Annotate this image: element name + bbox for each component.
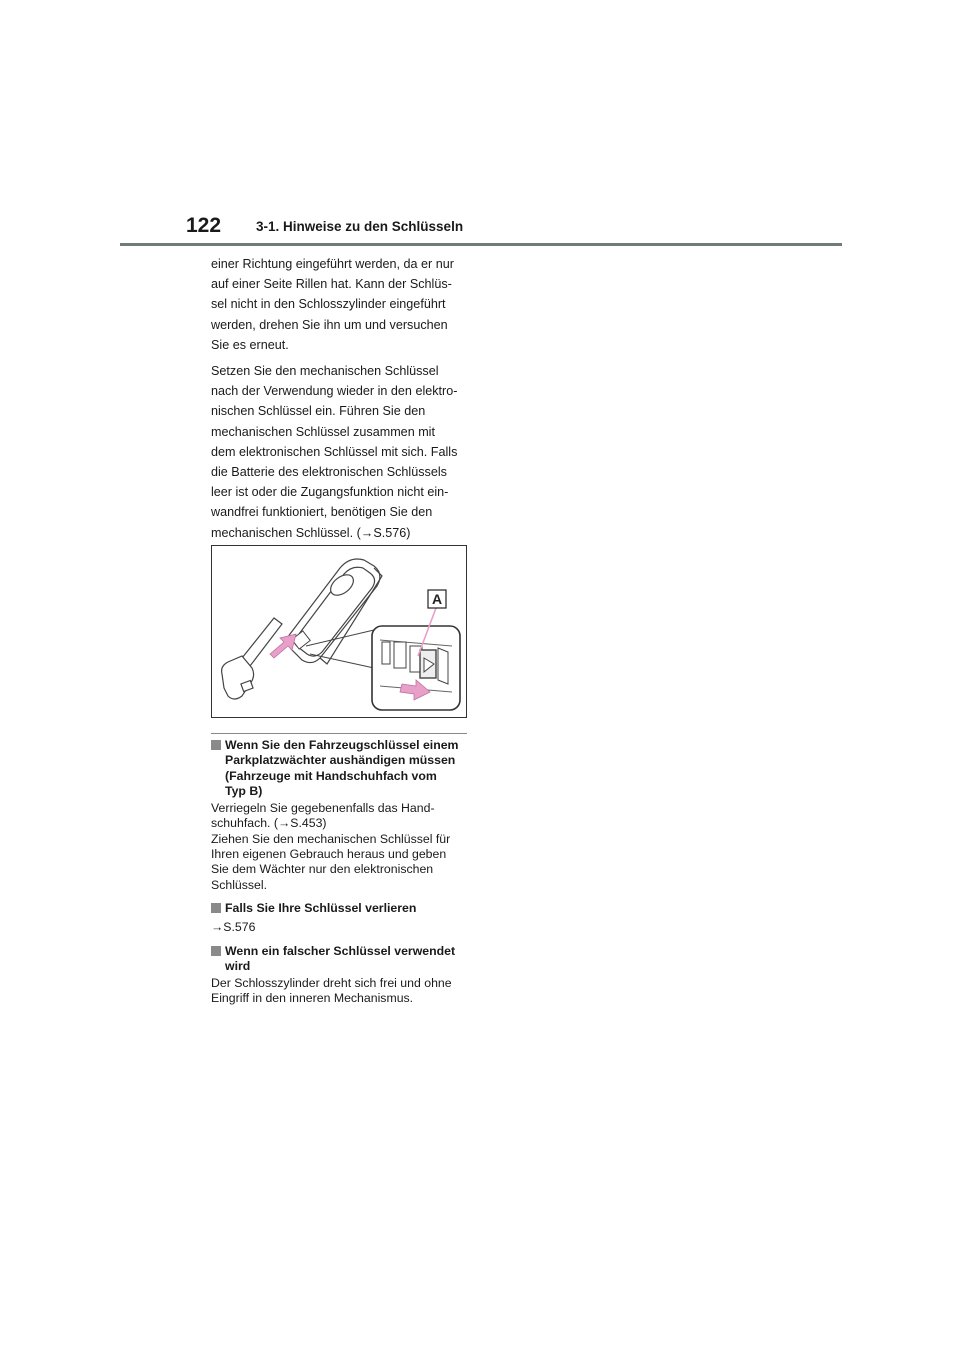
text-line: sel nicht in den Schlosszylinder eingeführt bbox=[211, 297, 446, 312]
text-line: wird bbox=[225, 958, 251, 973]
note-heading-text bbox=[225, 738, 458, 799]
text-line: Wenn ein falscher Schlüssel verwendet bbox=[225, 943, 456, 958]
note-body bbox=[211, 801, 469, 893]
square-bullet-icon bbox=[211, 740, 221, 750]
section-divider bbox=[211, 733, 467, 734]
paragraph-1 bbox=[211, 254, 469, 355]
text-line: Schlüssel. bbox=[211, 877, 268, 892]
note-body bbox=[211, 920, 469, 935]
paragraph-2 bbox=[211, 361, 469, 543]
pull-arrow-icon bbox=[270, 634, 296, 658]
text-line: Setzen Sie den mechanischen Schlüssel bbox=[211, 364, 439, 379]
page-number: 122 bbox=[186, 214, 222, 237]
text-line: Ihren eigenen Gebrauch heraus und geben bbox=[211, 847, 447, 862]
callout-label: A bbox=[431, 591, 443, 607]
body-column bbox=[211, 254, 469, 543]
text-line: leer ist oder die Zugangsfunktion nicht ein- bbox=[211, 485, 449, 500]
key-illustration-svg bbox=[212, 546, 466, 717]
header-rule bbox=[120, 243, 842, 246]
page-reference: →S.576 bbox=[211, 920, 256, 935]
notes-section bbox=[211, 738, 469, 1015]
text-line: mechanischen Schlüssel zusammen mit bbox=[211, 424, 435, 439]
text-line: Wenn Sie den Fahrzeugschlüssel einem bbox=[225, 738, 459, 752]
note-heading-text bbox=[225, 944, 455, 975]
text-line: (Fahrzeuge mit Handschuhfach vom bbox=[225, 768, 437, 783]
text-line: werden, drehen Sie ihn um und versuchen bbox=[211, 317, 448, 332]
text-line: nischen Schlüssel ein. Führen Sie den bbox=[211, 404, 426, 419]
text-line: Parkplatzwächter aushändigen müssen bbox=[225, 753, 456, 768]
text-line: Eingriff in den inneren Mechanismus. bbox=[211, 991, 414, 1006]
note-valet bbox=[211, 738, 469, 893]
text-line: die Batterie des elektronischen Schlüssels bbox=[211, 465, 447, 480]
text-line: nach der Verwendung wieder in den elektro- bbox=[211, 384, 458, 399]
note-heading bbox=[211, 738, 469, 799]
text-line: Typ B) bbox=[225, 783, 263, 798]
note-wrong-key bbox=[211, 944, 469, 1007]
mechanical-key bbox=[222, 618, 282, 699]
electronic-key-fob bbox=[287, 559, 382, 664]
key-illustration bbox=[211, 545, 467, 718]
text-line: wandfrei funktioniert, benötigen Sie den bbox=[211, 505, 433, 520]
text-line: dem elektronischen Schlüssel mit sich. Falls bbox=[211, 444, 458, 459]
text-line: schuhfach. (→S.453) bbox=[211, 816, 327, 831]
text-line: Verriegeln Sie gegebenenfalls das Hand- bbox=[211, 801, 435, 816]
square-bullet-icon bbox=[211, 903, 221, 913]
text-line: Der Schlosszylinder dreht sich frei und ohne bbox=[211, 976, 452, 991]
text-line: mechanischen Schlüssel. (→S.576) bbox=[211, 525, 411, 540]
text-line: Sie es erneut. bbox=[211, 337, 289, 352]
note-body bbox=[211, 976, 469, 1007]
note-heading bbox=[211, 944, 469, 975]
square-bullet-icon bbox=[211, 946, 221, 956]
note-heading bbox=[211, 901, 469, 916]
note-lost-keys bbox=[211, 901, 469, 936]
text-line: Sie dem Wächter nur den elektronischen bbox=[211, 862, 434, 877]
note-heading-text: Falls Sie Ihre Schlüssel verlieren bbox=[225, 900, 417, 915]
section-title: 3-1. Hinweise zu den Schlüsseln bbox=[256, 219, 464, 234]
text-line: auf einer Seite Rillen hat. Kann der Schlüs- bbox=[211, 277, 452, 292]
callout-a bbox=[428, 590, 446, 608]
connector-line bbox=[310, 654, 374, 668]
text-line: einer Richtung eingeführt werden, da er nur bbox=[211, 257, 454, 271]
text-line: Ziehen Sie den mechanischen Schlüssel für bbox=[211, 831, 451, 846]
